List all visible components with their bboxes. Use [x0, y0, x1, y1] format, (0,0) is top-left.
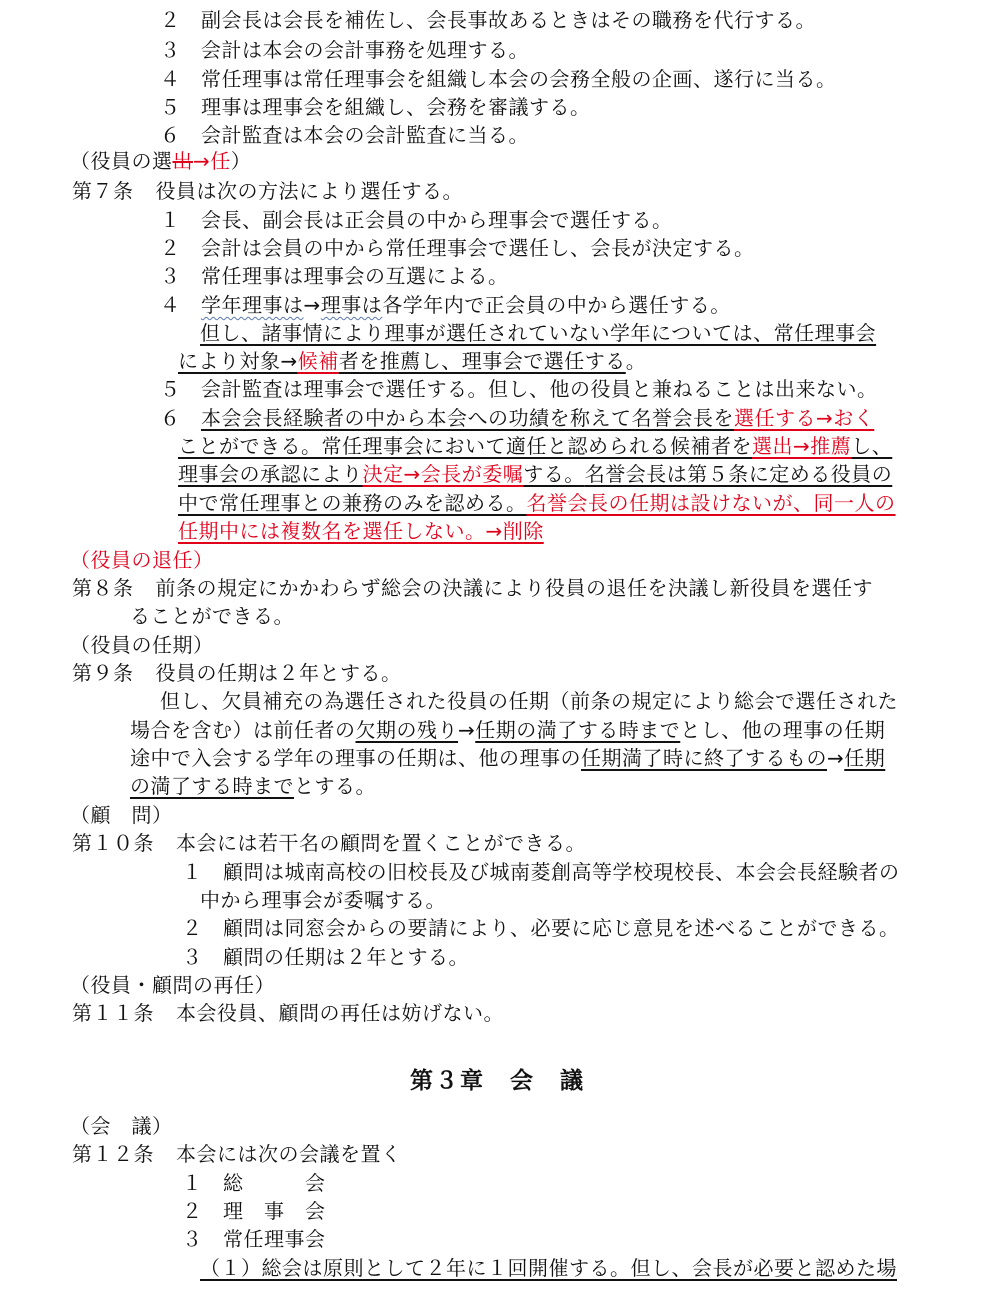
article-12: 第１２条 本会には次の会議を置く	[72, 1142, 402, 1166]
clause-line: により対象→候補者を推薦し、理事会で選任する。	[178, 349, 647, 373]
clause-line: ３ 顧問の任期は２年とする。	[182, 945, 469, 969]
article-heading: （役員の選出→任）	[70, 149, 252, 173]
clause-line: ６ 本会会長経験者の中から本会への功績を称えて名誉会長を選任する→おく	[160, 406, 875, 430]
clause-line: ３ 常任理事は理事会の互選による。	[160, 264, 509, 288]
clause-line: ２ 副会長は会長を補佐し、会長事故あるときはその職務を代行する。	[160, 8, 816, 32]
article-number: 第９条	[72, 661, 134, 685]
clause-line: ることができる。	[130, 604, 294, 628]
clause-line: ２ 顧問は同窓会からの要請により、必要に応じ意見を述べることができる。	[182, 916, 900, 940]
clause-line: ４ 学年理事は→理事は各学年内で正会員の中から選任する。	[160, 293, 731, 317]
article-number: 第１０条	[72, 831, 154, 855]
article-heading: （役員の退任）	[70, 548, 214, 572]
article-number: 第１２条	[72, 1142, 154, 1166]
article-heading: （役員の任期）	[70, 633, 214, 657]
clause-line: ２ 会計は会員の中から常任理事会で選任し、会長が決定する。	[160, 236, 755, 260]
clause-line: １ 会長、副会長は正会員の中から理事会で選任する。	[160, 208, 673, 232]
clause-line: ３ 会計は本会の会計事務を処理する。	[160, 38, 529, 62]
clause-line: 理事会の承認により決定→会長が委嘱する。名誉会長は第５条に定める役員の	[178, 462, 893, 486]
article-7: 第７条 役員は次の方法により選任する。	[72, 179, 463, 203]
clause-line: ことができる。常任理事会において適任と認められる候補者を選出→推薦し、	[178, 434, 893, 458]
clause-line: 中から理事会が委嘱する。	[200, 888, 446, 912]
clause-line: １ 総 会	[182, 1171, 326, 1195]
clause-line: の満了する時までとする。	[130, 774, 376, 798]
article-8: 第８条 前条の規定にかかわらず総会の決議により役員の退任を決議し新役員を選任す	[72, 576, 873, 600]
clause-line: ４ 常任理事は常任理事会を組織し本会の会務全般の企画、遂行に当る。	[160, 67, 837, 91]
clause-line: 任期中には複数名を選任しない。→削除	[178, 519, 544, 543]
article-number: 第８条	[72, 576, 134, 600]
clause-line: ５ 会計監査は理事会で選任する。但し、他の役員と兼ねることは出来ない。	[160, 377, 878, 401]
clause-line: 途中で入会する学年の理事の任期は、他の理事の任期満了時に終了するもの→任期	[130, 746, 886, 770]
clause-line: 場合を含む）は前任者の欠期の残り→任期の満了する時までとし、他の理事の任期	[130, 718, 886, 742]
clause-line: ５ 理事は理事会を組織し、会務を審議する。	[160, 95, 591, 119]
clause-line: ６ 会計監査は本会の会計監査に当る。	[160, 123, 529, 147]
article-heading: （顧 問）	[70, 803, 173, 827]
chapter-title: 第３章 会 議	[410, 1068, 585, 1094]
clause-line: 中で常任理事との兼務のみを認める。名誉会長の任期は設けないが、同一人の	[178, 491, 896, 515]
clause-line: ３ 常任理事会	[182, 1227, 326, 1251]
clause-line: １ 顧問は城南高校の旧校長及び城南菱創高等学校現校長、本会会長経験者の	[182, 860, 900, 884]
article-number: 第７条	[72, 179, 134, 203]
article-number: 第１１条	[72, 1001, 154, 1025]
article-heading: （役員・顧問の再任）	[70, 973, 275, 997]
clause-line: （１）総会は原則として２年に１回開催する。但し、会長が必要と認めた場	[200, 1256, 897, 1280]
clause-line: ２ 理 事 会	[182, 1199, 326, 1223]
article-9: 第９条 役員の任期は２年とする。	[72, 661, 402, 685]
clause-line: 但し、欠員補充の為選任された役員の任期（前条の規定により総会で選任された	[160, 689, 898, 713]
clause-line: 但し、諸事情により理事が選任されていない学年については、常任理事会	[200, 321, 877, 345]
article-10: 第１０条 本会には若干名の顧問を置くことができる。	[72, 831, 586, 855]
article-heading: （会 議）	[70, 1114, 173, 1138]
article-11: 第１１条 本会役員、顧問の再任は妨げない。	[72, 1001, 504, 1025]
